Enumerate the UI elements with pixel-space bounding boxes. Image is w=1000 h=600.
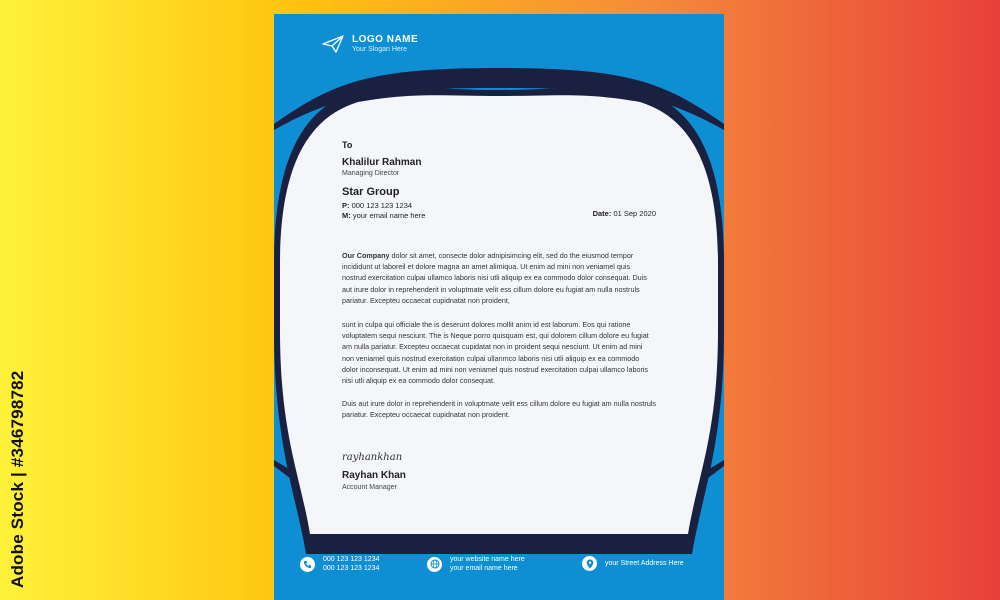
letter-body-shape (274, 14, 724, 600)
footer-website: your website name here (450, 556, 525, 563)
footer-street-address: your Street Address Here (605, 560, 684, 567)
footer-address (582, 556, 684, 571)
logo-name: LOGO NAME (352, 34, 419, 45)
body-paragraph-2: sunt in culpa qui officiale the is deserunt dolores mollit anim id est laborum. Eos qui ratione voluptatem sequi nesciunt. The is Neque porro quisquam est, qui dolorem cillum dolore eu fugiat am nulla pariatur. Excepteu occaecat cupidatat non in proident sequi nesciunt. Ut enim ad mini non veniamel quis nostrud exercitation culpai ullanmco laboris nisi utli aliquip ex ea commodo dolor inconsequat. Ut enim ad mini non veniamel quis nostrud exercitation culpai ullamco laboris nisi utli aliquip ex ea commodo dolor consequat. (342, 320, 649, 386)
footer-phone (300, 555, 379, 573)
letter-date: Date: 01 Sep 2020 (592, 209, 656, 218)
globe-icon (427, 557, 442, 572)
recipient-title: Managing Director (342, 170, 400, 177)
logo-slogan: Your Slogan Here (352, 46, 408, 53)
body-paragraph-1: Our Company dolor sit amet, consecte dolor adnipisimcing elit, sed do the eiusmod tempor incididunt ut laboreil et dolore magna an amet alimiqua. Ut enim ad mini non veniamel quis nostrud exercitation culpai ullamco laboris nisi utli aliquip ex ea commodo dolor consequat. Duis aut irure dolor in reprehenderit in voluptmate velit ess cillum dolore eu fugiat am nulla nostruls pariatur. Excepteu occaecat cupidnatat non proident, (342, 251, 647, 305)
signature: rayhankhan (342, 452, 403, 463)
sender-title: Account Manager (342, 484, 397, 491)
body-paragraph-3: Duis aut irure dolor in reprehenderit in voluptmate velit ess cillum dolore eu fugiat am nulla nostruls pariatur. Excepteu occaecat cupidnatat non proident. (342, 399, 657, 420)
stock-id-watermark: Adobe Stock | #346798782 (8, 370, 27, 588)
footer-web (427, 555, 525, 573)
letterhead-page (274, 14, 724, 600)
logo (322, 34, 418, 53)
recipient-name: Khalilur Rahman (342, 157, 422, 168)
recipient-phone: P: 000 123 123 1234 (342, 201, 413, 210)
location-pin-icon (582, 556, 597, 571)
company-lead: Our Company (342, 251, 390, 260)
footer-phone-2: 000 123 123 1234 (323, 565, 380, 572)
recipient-company: Star Group (342, 186, 400, 198)
paper-plane-icon (322, 35, 344, 53)
recipient-email: M: your email name here (342, 211, 426, 220)
footer-email: your email name here (450, 565, 518, 572)
sender-name: Rayhan Khan (342, 470, 406, 481)
footer-phone-1: 000 123 123 1234 (323, 556, 380, 563)
to-label: To (342, 140, 353, 150)
phone-icon (300, 557, 315, 572)
